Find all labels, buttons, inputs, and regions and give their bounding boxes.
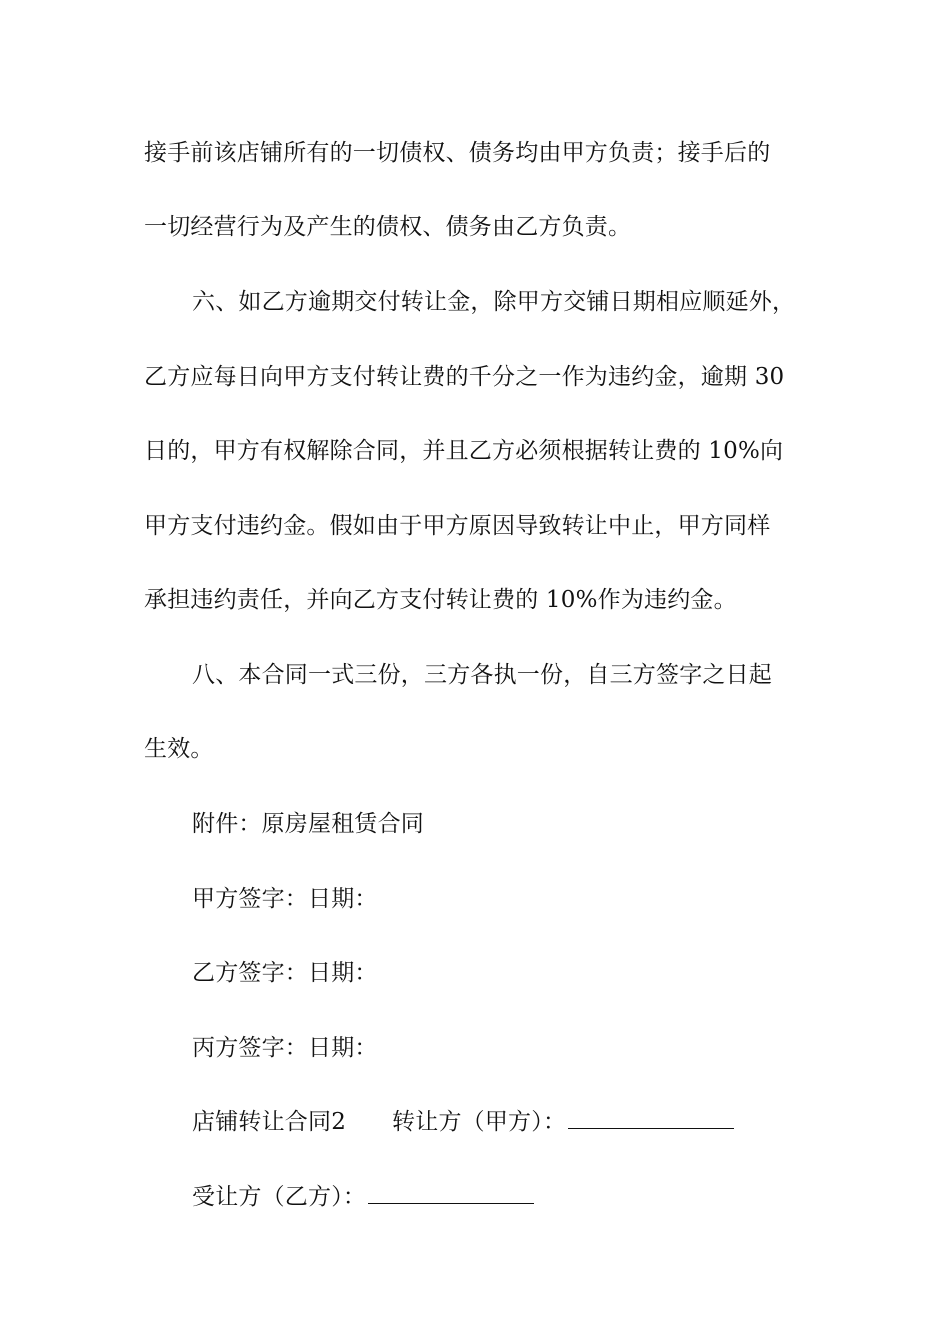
transferee-blank-field[interactable] bbox=[368, 1183, 534, 1204]
signature-party-c: 丙方签字：日期： bbox=[192, 1035, 378, 1061]
paragraph-6-line-5: 承担违约责任，并向乙方支付转让费的 10%作为违约金。 bbox=[144, 587, 737, 613]
paragraph-6-line-3: 日的，甲方有权解除合同，并且乙方必须根据转让费的 10%向 bbox=[144, 438, 784, 464]
paragraph-6-line-4: 甲方支付违约金。假如由于甲方原因导致转让中止，甲方同样 bbox=[144, 513, 771, 539]
signature-party-b: 乙方签字：日期： bbox=[192, 960, 378, 986]
transferee-label: 受让方（乙方）： bbox=[192, 1184, 367, 1210]
paragraph-8-line-2: 生效。 bbox=[144, 736, 214, 762]
contract-2-title: 店铺转让合同2 bbox=[192, 1109, 347, 1135]
signature-party-a: 甲方签字：日期： bbox=[192, 886, 378, 912]
transferor-label: 转让方（甲方）： bbox=[392, 1109, 567, 1135]
attachment-line: 附件：原房屋租赁合同 bbox=[192, 811, 424, 837]
transferee-line bbox=[192, 1182, 534, 1212]
paragraph-5-line-2: 一切经营行为及产生的债权、债务由乙方负责。 bbox=[144, 214, 632, 240]
paragraph-8-line-1: 八、本合同一式三份，三方各执一份，自三方签字之日起 bbox=[192, 662, 772, 688]
paragraph-6-line-1: 六、如乙方逾期交付转让金，除甲方交铺日期相应顺延外， bbox=[192, 289, 796, 315]
paragraph-6-line-2: 乙方应每日向甲方支付转让费的千分之一作为违约金，逾期 30 bbox=[144, 364, 785, 390]
contract-2-header-line bbox=[192, 1107, 734, 1137]
transferor-blank-field[interactable] bbox=[568, 1108, 734, 1129]
paragraph-5-line-1: 接手前该店铺所有的一切债权、债务均由甲方负责；接手后的 bbox=[144, 140, 771, 166]
